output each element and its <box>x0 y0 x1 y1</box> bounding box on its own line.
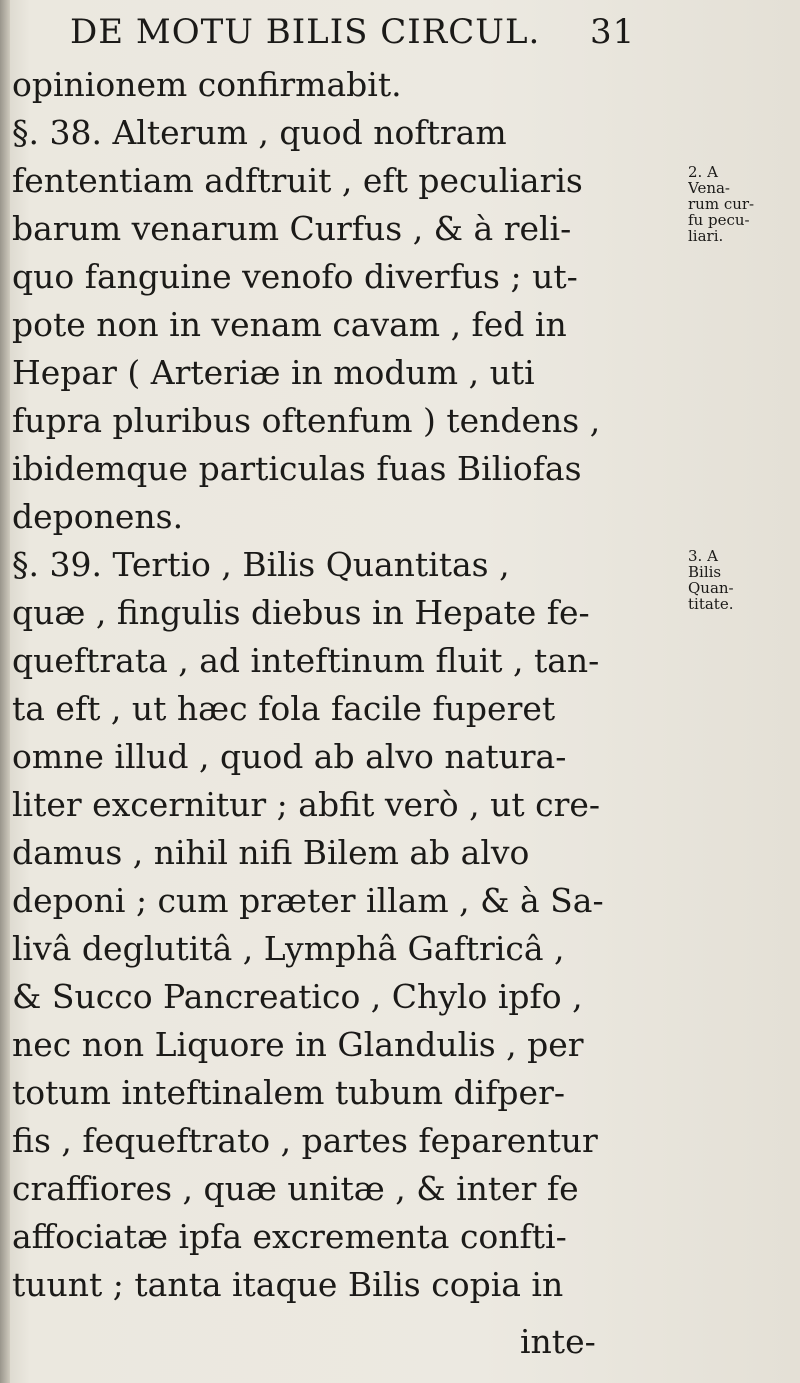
margin-note-b-line: 3. A <box>688 548 718 565</box>
text-line-4: barum venarum Curfus , & à reli- <box>12 209 572 248</box>
margin-note-a <box>688 164 798 244</box>
margin-note-b-line: titate. <box>688 595 734 612</box>
text-line-23: fis , fequeftrato , partes feparentur <box>12 1121 598 1160</box>
text-line-7: Hepar ( Arteriæ in modum , uti <box>12 353 535 392</box>
text-line-1: opinionem confirmabit. <box>12 65 402 104</box>
catchword: inte- <box>520 1322 596 1361</box>
margin-note-a-line: rum cur- <box>688 195 755 213</box>
text-line-11: §. 39. Tertio , Bilis Quantitas , <box>12 545 510 584</box>
book-spine-shadow <box>0 0 10 1383</box>
text-line-22: totum inteftinalem tubum difper- <box>12 1073 565 1112</box>
margin-note-a-line: fu pecu- <box>688 211 750 229</box>
text-line-2: §. 38. Alterum , quod noftram <box>12 113 507 152</box>
text-line-20: & Succo Pancreatico , Chylo ipfo , <box>12 977 583 1016</box>
text-line-25: affociatæ ipfa excrementa confti- <box>12 1217 567 1256</box>
text-line-17: damus , nihil nifi Bilem ab alvo <box>12 833 530 872</box>
text-line-18: deponi ; cum præter illam , & à Sa- <box>12 881 604 920</box>
text-line-8: fupra pluribus oftenfum ) tendens , <box>12 401 601 440</box>
page-number: 31 <box>590 12 636 52</box>
margin-note-b-line: Bilis <box>688 563 722 581</box>
text-line-13: queftrata , ad inteftinum fluit , tan- <box>12 641 600 680</box>
text-line-21: nec non Liquore in Glandulis , per <box>12 1025 584 1064</box>
text-line-5: quo fanguine venofo diverfus ; ut- <box>12 257 578 296</box>
text-line-19: livâ deglutitâ , Lymphâ Gaftricâ , <box>12 929 565 968</box>
text-line-14: ta eft , ut hæc fola facile fuperet <box>12 689 556 728</box>
margin-note-b-line: Quan- <box>688 579 734 597</box>
text-line-26: tuunt ; tanta itaque Bilis copia in <box>12 1265 564 1304</box>
text-line-10: deponens. <box>12 497 184 536</box>
text-line-9: ibidemque particulas fuas Biliofas <box>12 449 582 488</box>
margin-note-b <box>688 548 798 612</box>
text-line-15: omne illud , quod ab alvo natura- <box>12 737 567 776</box>
text-line-3: fententiam adftruit , eft peculiaris <box>12 161 583 200</box>
margin-note-a-line: liari. <box>688 227 724 244</box>
margin-note-a-line: 2. A <box>688 164 718 181</box>
margin-note-a-line: Vena- <box>688 179 731 197</box>
running-title: DE MOTU BILIS CIRCUL. <box>70 12 541 52</box>
running-header <box>70 12 636 58</box>
text-line-6: pote non in venam cavam , fed in <box>12 305 567 344</box>
text-line-24: craffiores , quæ unitæ , & inter fe <box>12 1169 579 1208</box>
text-line-16: liter excernitur ; abfit verò , ut cre- <box>12 785 601 824</box>
text-line-12: quæ , fingulis diebus in Hepate fe- <box>12 593 590 632</box>
